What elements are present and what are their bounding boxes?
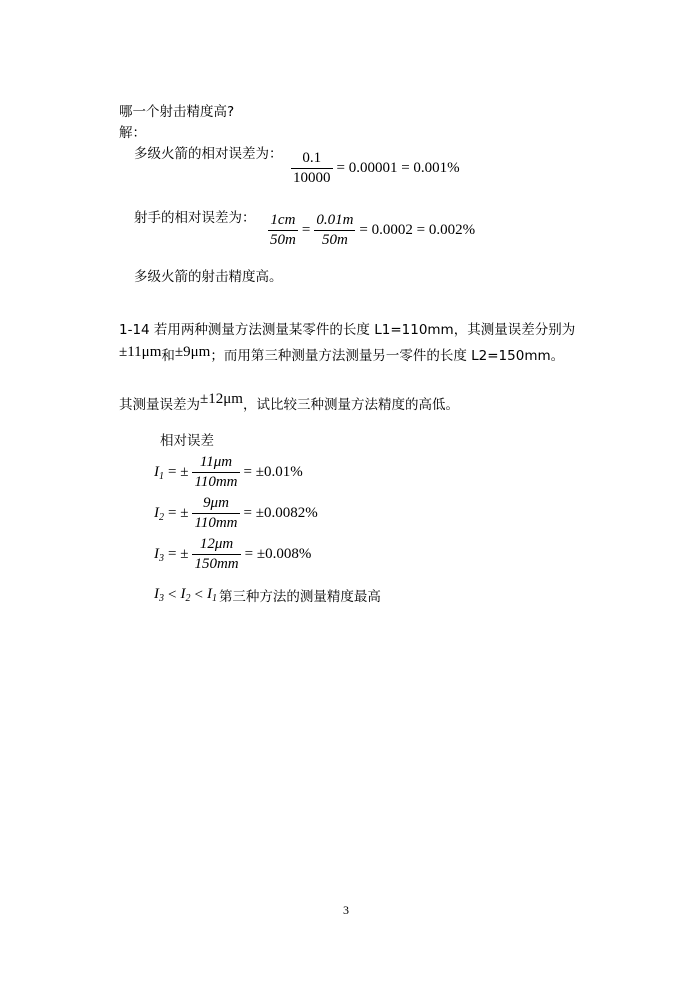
i2-numerator: 9μm <box>203 495 229 511</box>
i1-numerator: 11μm <box>199 454 233 470</box>
i3-result: = ±0.008% <box>244 546 312 562</box>
i1-equation <box>152 454 305 491</box>
i3-numerator: 12μm <box>199 536 234 552</box>
rocket-equation <box>289 150 462 187</box>
problem-line-1: 1-14 若用两种测量方法测量某零件的长度 L1=110mm，其测量误差分别为 <box>119 322 576 338</box>
error-12um: ±12μm <box>200 391 243 407</box>
cmp-lt-1: < <box>168 586 177 603</box>
shooter-label: 射手的相对误差为： <box>134 210 256 226</box>
comparison-text: 第三种方法的测量精度最高 <box>218 589 381 605</box>
i3-sign: = ± <box>168 546 189 562</box>
shooter-frac1-numerator: 1cm <box>270 212 296 228</box>
shooter-result: = 0.0002 = 0.002% <box>359 222 476 238</box>
problem-line-3 <box>119 393 459 414</box>
solution-label: 解： <box>119 125 146 141</box>
i1-lhs: $I_1$ <box>154 463 164 482</box>
i3-denominator: 150mm <box>194 556 239 572</box>
problem-line-2 <box>119 344 564 365</box>
i3-equation <box>152 536 313 573</box>
i1-sign: = ± <box>168 464 189 480</box>
i2-equation <box>152 495 320 532</box>
i3-fraction <box>192 536 240 573</box>
cmp-i1: $I_1$ <box>206 586 217 604</box>
shooter-equation <box>266 212 477 249</box>
comparison-line <box>152 585 383 605</box>
error-11um: ±11μm <box>119 344 162 360</box>
i3-lhs: $I_3$ <box>154 545 164 564</box>
and-word: 和 <box>161 348 175 364</box>
i2-fraction <box>192 495 239 532</box>
rocket-label: 多级火箭的相对误差为： <box>134 146 283 162</box>
i1-denominator: 110mm <box>194 474 238 490</box>
question-line: 哪一个射击精度高? <box>119 104 235 120</box>
problem-line-3-start: 其测量误差为 <box>119 397 200 413</box>
i2-denominator: 110mm <box>194 515 238 531</box>
rocket-fraction <box>291 150 333 187</box>
shooter-eq1: = <box>301 222 311 238</box>
i1-fraction <box>192 454 239 491</box>
rocket-result: = 0.00001 = 0.001% <box>336 160 460 176</box>
rocket-numerator: 0.1 <box>302 150 322 166</box>
cmp-i3: $I_3$ <box>154 586 164 604</box>
relative-error-heading: 相对误差 <box>160 433 214 449</box>
cmp-i2: $I_2$ <box>180 586 191 604</box>
shooter-fraction-1 <box>268 212 298 249</box>
error-9um: ±9μm <box>174 344 211 360</box>
problem-line-3-end: ，试比较三种测量方法精度的高低。 <box>242 397 459 413</box>
i2-sign: = ± <box>168 505 189 521</box>
page-number: 3 <box>343 903 349 917</box>
i1-result: = ±0.01% <box>243 464 303 480</box>
shooter-frac2-denominator: 50m <box>314 230 355 249</box>
rocket-denominator: 10000 <box>293 170 331 186</box>
rocket-conclusion: 多级火箭的射击精度高。 <box>134 269 283 285</box>
shooter-frac2-numerator: 0.01m <box>316 212 354 228</box>
i2-lhs: $I_2$ <box>154 504 164 523</box>
problem-line-2-rest: ；而用第三种测量方法测量另一零件的长度 L2=150mm。 <box>210 348 565 364</box>
shooter-fraction-2 <box>314 212 355 249</box>
i2-result: = ±0.0082% <box>243 505 318 521</box>
cmp-lt-2: < <box>194 586 203 603</box>
shooter-frac1-denominator: 50m <box>270 232 296 248</box>
